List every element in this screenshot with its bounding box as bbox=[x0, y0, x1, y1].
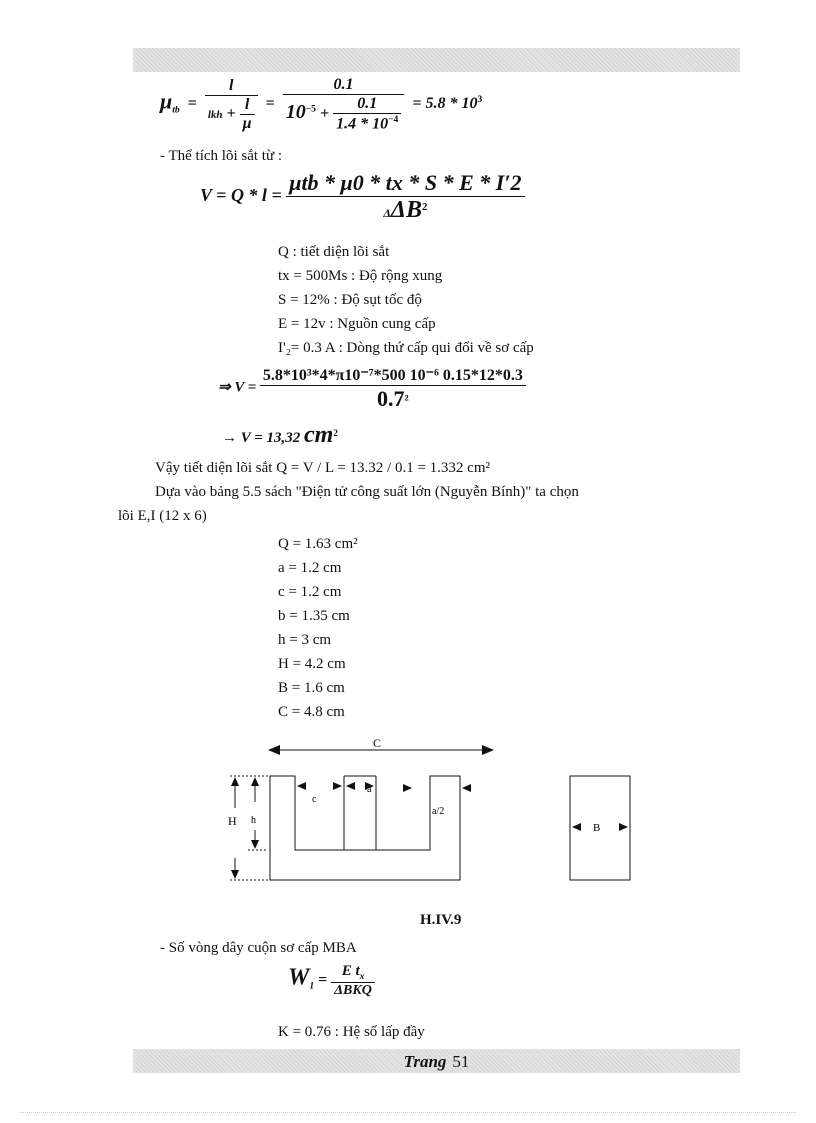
turns-heading: - Số vòng dây cuộn sơ cấp MBA bbox=[160, 940, 357, 956]
definition-tx: tx = 500Ms : Độ rộng xung bbox=[278, 268, 443, 284]
label-B: B bbox=[593, 822, 601, 834]
volume-result: → V = 13,32 $cm^2$ bbox=[222, 422, 338, 448]
spec-q: Q = 1.63 cm² bbox=[278, 536, 358, 552]
figure-caption: H.IV.9 bbox=[420, 912, 462, 928]
turns-formula: $W_1$ = E $t_x$ ΔBKQ bbox=[288, 962, 375, 999]
page-number: 51 bbox=[452, 1052, 470, 1071]
label-a: a bbox=[367, 784, 372, 795]
footer-word: Trang bbox=[403, 1052, 447, 1071]
spec-c: c = 1.2 cm bbox=[278, 584, 342, 600]
mu-fraction-1: l lkh + $\frac{l}{\mu}$ bbox=[205, 77, 258, 133]
paragraph-line-1: Dựa vào bảng 5.5 sách "Điện tử công suất lớn (Nguyễn Bính)" ta chọn bbox=[155, 484, 579, 500]
header-band bbox=[133, 48, 740, 72]
label-c: c bbox=[312, 794, 317, 805]
definition-s: S = 12% : Độ sụt tốc độ bbox=[278, 292, 422, 308]
spec-h: h = 3 cm bbox=[278, 632, 332, 648]
page-footer bbox=[133, 1052, 740, 1072]
ei-core-diagram bbox=[200, 730, 660, 890]
volume-formula: V = Q * l = μtb * μ0 * tx * S * E * I′2 ΔΔB$^2$ bbox=[200, 170, 525, 224]
label-C: C bbox=[373, 736, 382, 750]
spec-b: b = 1.35 cm bbox=[278, 608, 350, 624]
label-H: H bbox=[228, 814, 237, 828]
definition-i: I'₂= 0.3 A : Dòng thứ cấp qui đổi về sơ cấp bbox=[278, 340, 534, 356]
definition-k: K = 0.76 : Hệ số lấp đầy bbox=[278, 1024, 425, 1040]
label-a2: a/2 bbox=[432, 806, 445, 817]
spec-H: H = 4.2 cm bbox=[278, 656, 346, 672]
paragraph-line-2: lõi E,I (12 x 6) bbox=[118, 508, 207, 524]
mu-fraction-2: 0.1 $10^{-5}$ + $\frac{0.1}{1.4 * 10^{-4}}$ bbox=[283, 76, 405, 133]
spec-B: B = 1.6 cm bbox=[278, 680, 345, 696]
section-q-line: Vậy tiết diện lõi sắt Q = V / L = 13.32 / 0.1 = 1.332 cm² bbox=[155, 460, 490, 476]
spec-a: a = 1.2 cm bbox=[278, 560, 342, 576]
label-h: h bbox=[251, 815, 256, 826]
spec-C: C = 4.8 cm bbox=[278, 704, 345, 720]
definition-q: Q : tiết diện lõi sắt bbox=[278, 244, 390, 260]
volume-calc-formula: ⇒ V = $\frac{\text{5.8*10³*4*π10⁻⁷*500 10⁻⁶ 0.15*12*0.3}}{0.7^2}$ bbox=[218, 365, 526, 412]
definition-e: E = 12v : Nguồn cung cấp bbox=[278, 316, 436, 332]
bottom-rule bbox=[20, 1112, 796, 1113]
volume-heading: - Thể tích lõi sắt từ : bbox=[160, 148, 282, 164]
mu-formula: $\mu_{tb}$ = l lkh + $\frac{l}{\mu}$ = 0.1 $10^{-5}$ + $\frac{0.1}{1.4 * 10^{-4}}$ = $5.8 * 10^3$ bbox=[160, 76, 483, 133]
